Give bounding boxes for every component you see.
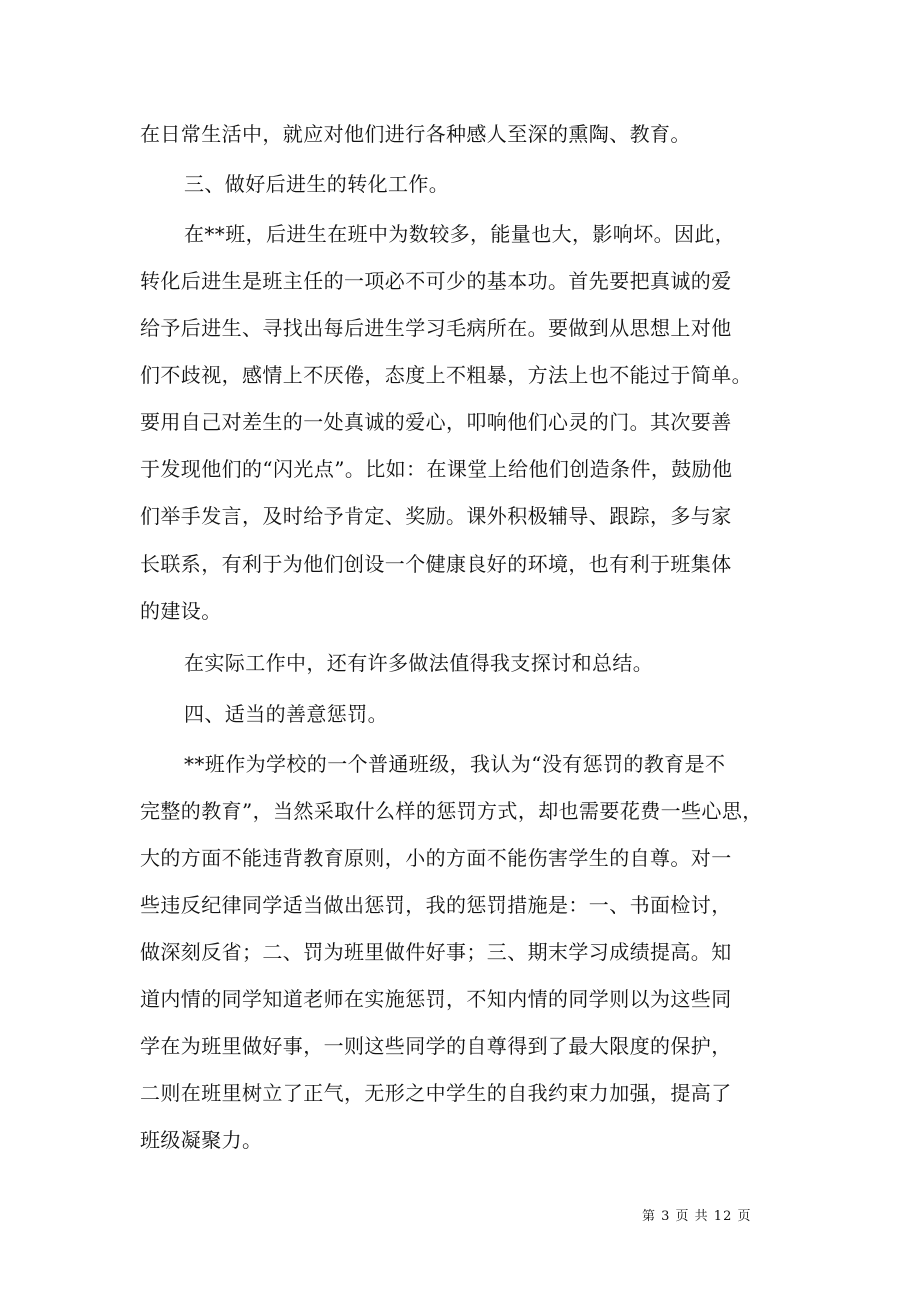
- text-line: 在日常生活中，就应对他们进行各种感人至深的熏陶、教育。: [140, 122, 691, 146]
- text-line: 于发现他们的“闪光点”。比如：在课堂上给他们创造条件，鼓励他: [140, 457, 733, 481]
- text-line: 完整的教育”，当然采取什么样的惩罚方式，却也需要花费一些心思，: [140, 799, 763, 823]
- text-line: 们举手发言，及时给予肯定、奖励。课外积极辅导、跟踪，多与家: [140, 504, 732, 528]
- section-heading: 四、适当的善意惩罚。: [184, 702, 388, 726]
- text-line: 做深刻反省；二、罚为班里做件好事；三、期末学习成绩提高。知: [140, 940, 732, 964]
- text-line: **班作为学校的一个普通班级，我认为“没有惩罚的教育是不: [184, 752, 726, 776]
- text-line: 二则在班里树立了正气，无形之中学生的自我约束力加强，提高了: [140, 1081, 732, 1105]
- text-line: 些违反纪律同学适当做出惩罚，我的惩罚措施是：一、书面检讨，: [140, 893, 732, 917]
- text-line: 给予后进生、寻找出每后进生学习毛病所在。要做到从思想上对他: [140, 316, 732, 340]
- text-line: 长联系，有利于为他们创设一个健康良好的环境，也有利于班集体: [140, 552, 732, 576]
- page-number-footer: 第 3 页 共 12 页: [642, 1209, 752, 1224]
- text-line: 们不歧视，感情上不厌倦，态度上不粗暴，方法上也不能过于简单。: [140, 363, 752, 387]
- text-line: 道内情的同学知道老师在实施惩罚，不知内情的同学则以为这些同: [140, 987, 732, 1011]
- text-line: 在实际工作中，还有许多做法值得我支探讨和总结。: [184, 651, 654, 675]
- text-line: 班级凝聚力。: [140, 1128, 263, 1152]
- text-line: 在**班，后进生在班中为数较多，能量也大，影响坏。因此，: [184, 222, 736, 246]
- text-line: 转化后进生是班主任的一项必不可少的基本功。首先要把真诚的爱: [140, 269, 732, 293]
- text-line: 学在为班里做好事，一则这些同学的自尊得到了最大限度的保护，: [140, 1034, 732, 1058]
- text-line: 大的方面不能违背教育原则，小的方面不能伤害学生的自尊。对一: [140, 846, 732, 870]
- text-line: 的建设。: [140, 599, 222, 623]
- text-line: 要用自己对差生的一处真诚的爱心，叩响他们心灵的门。其次要善: [140, 410, 732, 434]
- section-heading: 三、做好后进生的转化工作。: [184, 172, 450, 196]
